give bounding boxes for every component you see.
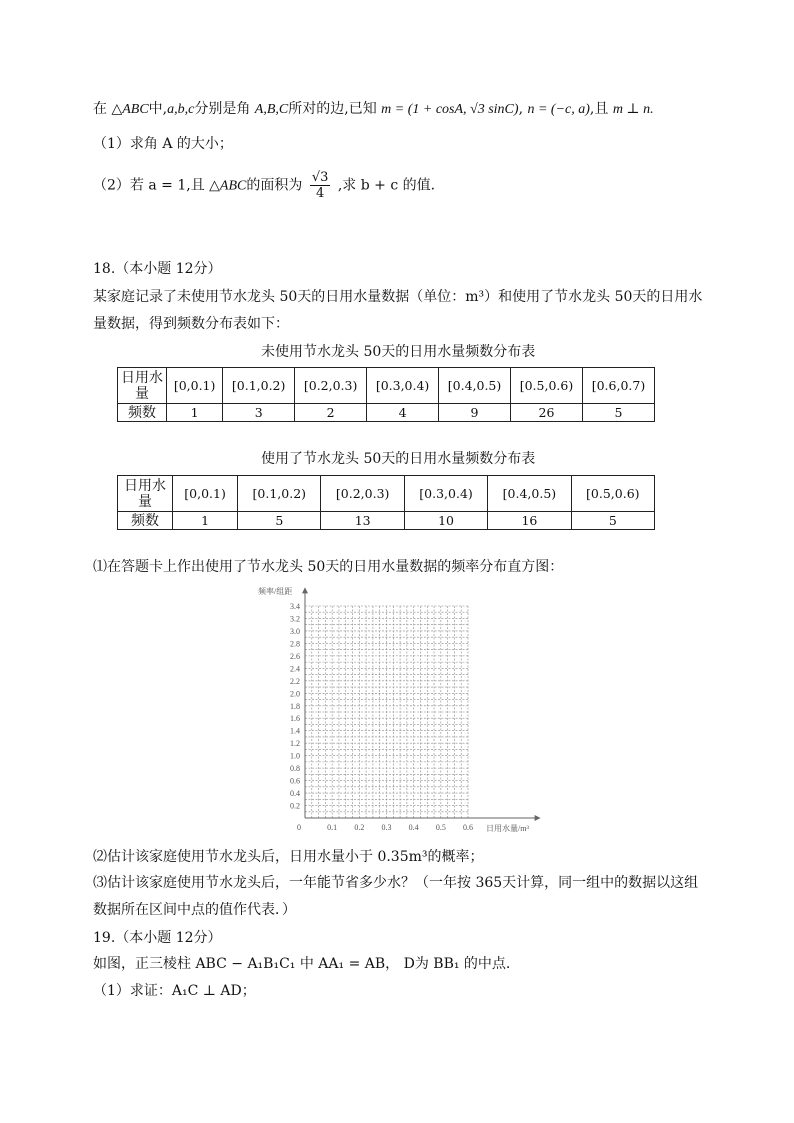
table1-interval: [0.4,0.5) xyxy=(439,368,511,404)
p18-desc-line1: 某家庭记录了未使用节水龙头 50天的日用水量数据（单位：m³）和使用了节水龙头 50天的日用水 xyxy=(93,289,703,305)
p17-part1: （1）求角 A 的大小； xyxy=(93,136,233,152)
x-tick-label: 0.6 xyxy=(463,823,473,832)
table2-interval: [0.3,0.4) xyxy=(404,476,487,512)
x-tick-label: 0.5 xyxy=(435,823,446,832)
y-tick-label: 3.0 xyxy=(290,626,300,636)
table2-interval: [0,0.1) xyxy=(173,476,238,512)
x-tick-label: 0.1 xyxy=(327,823,338,832)
p18-desc-line2: 量数据，得到频数分布表如下： xyxy=(93,316,289,332)
table2-count: 13 xyxy=(321,512,404,530)
table1-interval: [0.6,0.7) xyxy=(582,368,654,404)
p18-q2: ⑵估计该家庭使用节水龙头后，日用水量小于 0.35m³的概率； xyxy=(93,849,484,865)
table1-count: 26 xyxy=(511,404,583,422)
y-tick-label: 0.4 xyxy=(290,789,300,799)
table2 xyxy=(117,475,655,530)
p18-q3-line2: 数据所在区间中点的值作代表．） xyxy=(93,902,296,918)
table1-count: 2 xyxy=(295,404,367,422)
y-tick-label: 1.0 xyxy=(290,751,300,761)
y-tick-label: 2.2 xyxy=(290,676,300,686)
p18-q3-line1: ⑶估计该家庭使用节水龙头后，一年能节省多少水？（一年按 365天计算，同一组中的数据以这组 xyxy=(93,875,699,891)
y-tick-label: 3.4 xyxy=(290,602,300,611)
table1-row-header: 日用水量 xyxy=(118,368,167,404)
table1-interval: [0,0.1) xyxy=(167,368,223,404)
p18-q1: ⑴在答题卡上作出使用了节水龙头 50天的日用水量数据的频率分布直方图： xyxy=(93,559,564,575)
table1-count-header: 频数 xyxy=(118,404,167,422)
table2-interval: [0.5,0.6) xyxy=(571,476,654,512)
chart-ylabel: 频率/组距 xyxy=(258,587,293,596)
chart-xlabel: 日用水量/m³ xyxy=(486,824,529,833)
table2-count-header: 频数 xyxy=(118,512,173,530)
p17-condition: 在 △ABC中,a,b,c分别是角 A,B,C所对的边,已知 m = (1 + cosA, √3 sinC), n = (−c, a),且 m ⊥ n. xyxy=(93,101,654,117)
table2-interval: [0.2,0.3) xyxy=(321,476,404,512)
p18-header: 18.（本小题 12分） xyxy=(93,261,222,277)
table2-count: 1 xyxy=(173,512,238,530)
table1-interval: [0.2,0.3) xyxy=(295,368,367,404)
table1-count: 9 xyxy=(439,404,511,422)
y-tick-label: 0.8 xyxy=(290,764,300,774)
table2-caption: 使用了节水龙头 50天的日用水量频数分布表 xyxy=(261,451,536,467)
y-tick-label: 2.6 xyxy=(290,651,300,661)
table1-count: 1 xyxy=(167,404,223,422)
y-tick-label: 1.6 xyxy=(290,714,300,724)
table1-interval: [0.3,0.4) xyxy=(367,368,439,404)
table1-interval: [0.1,0.2) xyxy=(223,368,295,404)
y-tick-label: 2.8 xyxy=(290,639,300,649)
x-tick-label: 0.4 xyxy=(408,823,419,832)
table1-caption: 未使用节水龙头 50天的日用水量频数分布表 xyxy=(261,344,536,360)
p19-part1: （1）求证：A₁C ⊥ AD； xyxy=(93,983,256,999)
x-tick-label: 0.3 xyxy=(381,823,392,832)
y-tick-label: 1.8 xyxy=(290,701,300,711)
x-tick-label: 0 xyxy=(297,823,301,832)
histogram-chart xyxy=(250,580,550,842)
p19-line1: 如图，正三棱柱 ABC − A₁B₁C₁ 中 AA₁ = AB， D为 BB₁ 的中点. xyxy=(93,956,511,972)
x-tick-label: 0.2 xyxy=(354,823,365,832)
table1-count: 3 xyxy=(223,404,295,422)
table2-interval: [0.4,0.5) xyxy=(488,476,571,512)
table1-count: 5 xyxy=(582,404,654,422)
table2-interval: [0.1,0.2) xyxy=(238,476,321,512)
y-tick-label: 3.2 xyxy=(290,614,300,624)
table2-count: 16 xyxy=(488,512,571,530)
table2-count: 10 xyxy=(404,512,487,530)
p17-part2: （2）若 a = 1,且 △ABC的面积为 $\frac{√3}{4}$ ,求 b + c 的值. xyxy=(93,170,436,201)
y-tick-label: 0.2 xyxy=(290,801,300,811)
table2-count: 5 xyxy=(238,512,321,530)
table2-count: 5 xyxy=(571,512,654,530)
y-tick-label: 1.4 xyxy=(290,726,300,736)
p19-header: 19.（本小题 12分） xyxy=(93,930,222,946)
y-tick-label: 0.6 xyxy=(290,776,300,786)
table1 xyxy=(117,367,655,422)
table1-interval: [0.5,0.6) xyxy=(511,368,583,404)
y-tick-label: 2.4 xyxy=(290,664,300,674)
y-tick-label: 1.2 xyxy=(290,739,300,749)
y-tick-label: 2.0 xyxy=(290,689,300,699)
table2-row-header: 日用水量 xyxy=(118,476,173,512)
table1-count: 4 xyxy=(367,404,439,422)
